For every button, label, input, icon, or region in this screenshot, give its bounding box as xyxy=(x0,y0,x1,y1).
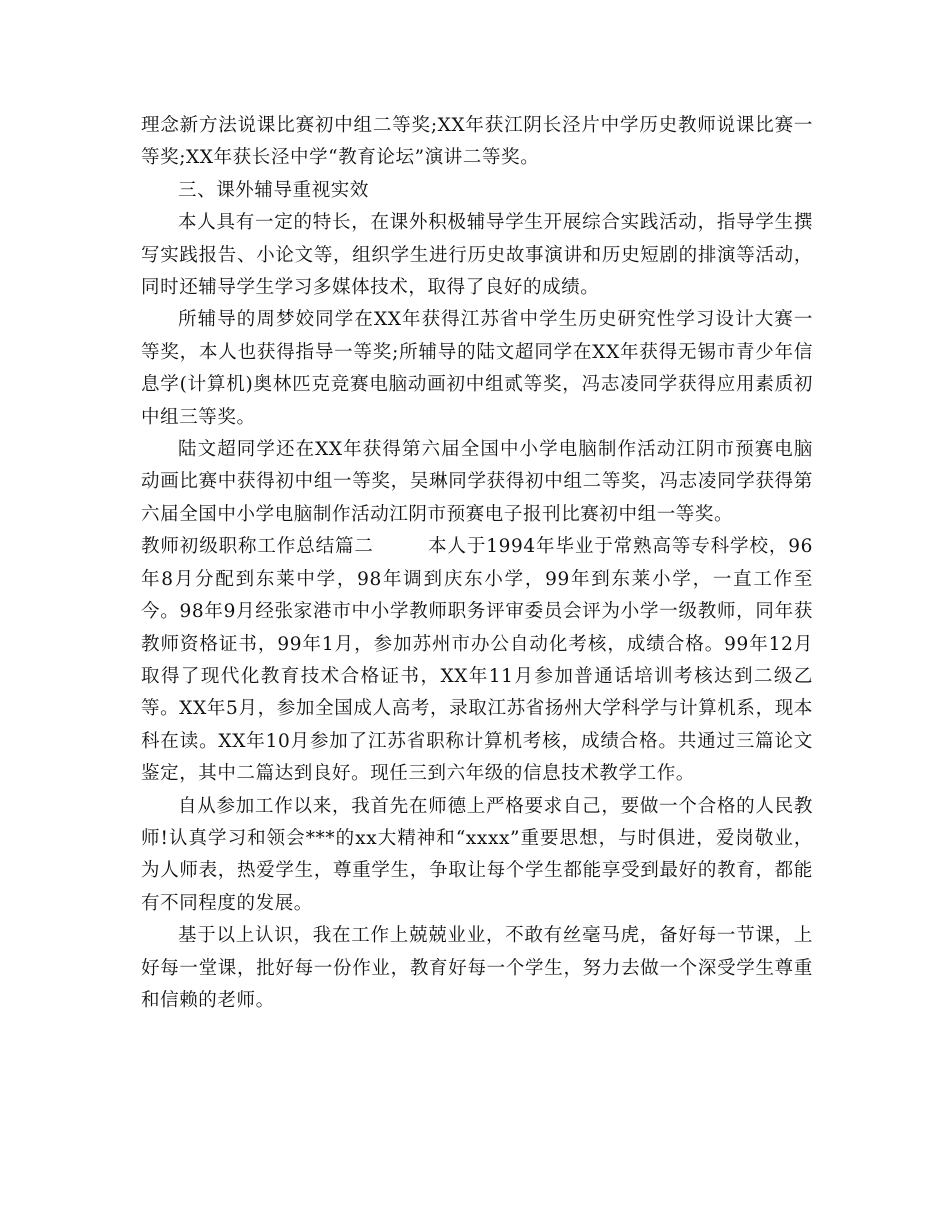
document-body xyxy=(141,110,813,1017)
paragraph-student-awards: 所辅导的周梦姣同学在XX年获得江苏省中学生历史研究性学习设计大赛一等奖，本人也获得指导一等奖;所辅导的陆文超同学在XX年获得无锡市青少年信息学(计算机)奥林匹克竞赛电脑动画初中组贰等奖，冯志凌同学获得应用素质初中组三等奖。 xyxy=(141,309,813,428)
paragraph-computer-awards: 陆文超同学还在XX年获得第六届全国中小学电脑制作活动江阴市预赛电脑动画比赛中获得初中组一等奖，吴琳同学获得初中组二等奖，冯志凌同学获得第六届全国中小学电脑制作活动江阴市预赛电子报刊比赛初中组一等奖。 xyxy=(141,439,813,525)
second-summary-first-paragraph: 本人于1994年毕业于常熟高等专科学校，96年8月分配到东莱中学，98年调到庆东小学，99年到东莱小学，一直工作至今。98年9月经张家港市中小学教师职务评审委员会评为小学一级教师，同年获教师资格证书，99年1月，参加苏州市办公自动化考核，成绩合格。99年12月取得了现代化教育技术合格证书，XX年11月参加普通话培训考核达到二级乙等。XX年5月，参加全国成人高考，录取江苏省扬州大学科学与计算机系，现本科在读。XX年10月参加了江苏省职称计算机考核，成绩合格。共通过三篇论文鉴定，其中二篇达到良好。现任三到六年级的信息技术教学工作。 xyxy=(141,536,813,785)
paragraph-teacher-ethics: 自从参加工作以来，我首先在师德上严格要求自己，要做一个合格的人民教师!认真学习和领会***的xx大精神和“xxxx”重要思想，与时俱进，爱岗敬业，为人师表，热爱学生，尊重学生，争取让每个学生都能享受到最好的教育，都能有不同程度的发展。 xyxy=(141,795,813,914)
section-heading: 三、课外辅导重视实效 xyxy=(178,179,370,201)
paragraph-awards-continued: 理念新方法说课比赛初中组二等奖;XX年获江阴长泾片中学历史教师说课比赛一等奖;XX年获长泾中学“教育论坛”演讲二等奖。 xyxy=(141,115,813,169)
paragraph-work-attitude: 基于以上认识，我在工作上兢兢业业，不敢有丝毫马虎，备好每一节课，上好每一堂课，批好每一份作业，教育好每一个学生，努力去做一个深受学生尊重和信赖的老师。 xyxy=(141,925,813,1011)
title-spacing xyxy=(374,536,428,557)
second-summary-title: 教师初级职称工作总结篇二 xyxy=(141,536,374,558)
paragraph-second-summary-intro xyxy=(141,531,813,790)
paragraph-extracurricular: 本人具有一定的特长，在课外积极辅导学生开展综合实践活动，指导学生撰写实践报告、小论文等，组织学生进行历史故事演讲和历史短剧的排演等活动，同时还辅导学生学习多媒体技术，取得了良好的成绩。 xyxy=(141,212,813,299)
